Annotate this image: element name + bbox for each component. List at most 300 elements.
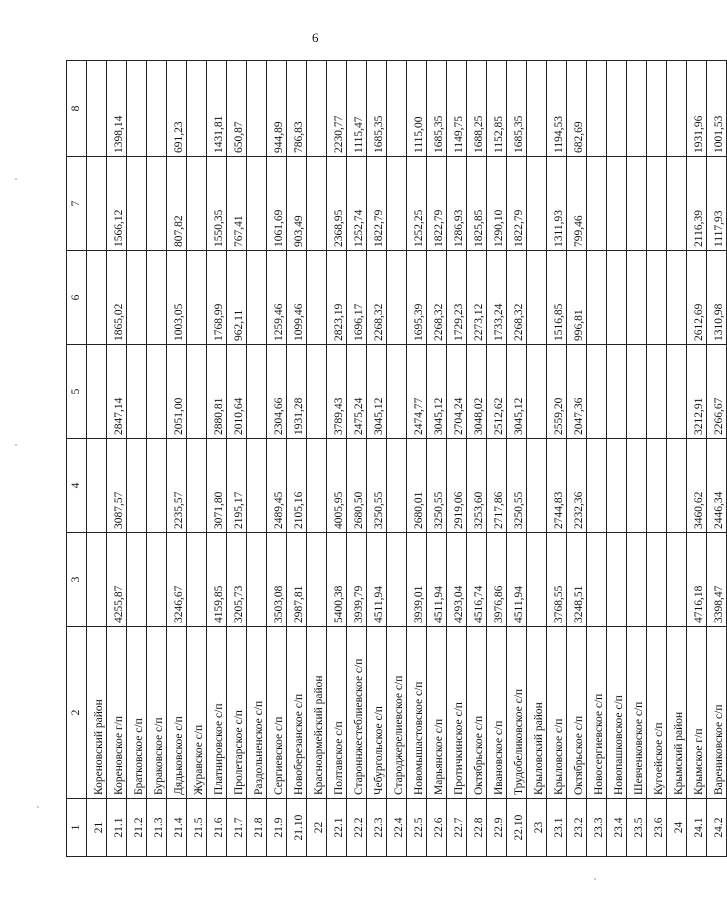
tariff-value xyxy=(187,439,207,533)
tariff-value xyxy=(647,157,667,251)
tariff-value: 4716,18 xyxy=(687,533,707,627)
tariff-value: 2512,62 xyxy=(487,345,507,439)
tariff-value xyxy=(607,345,627,439)
settlement-name: Дядьковское с/п xyxy=(167,627,187,799)
tariff-value: 3789,43 xyxy=(327,345,347,439)
row-code: 23 xyxy=(527,799,547,857)
tariff-value: 3048,02 xyxy=(467,345,487,439)
tariff-value xyxy=(307,61,327,157)
tariff-value xyxy=(187,533,207,627)
tariff-value xyxy=(307,157,327,251)
tariff-value xyxy=(127,439,147,533)
tariff-value: 1688,25 xyxy=(467,61,487,157)
tariff-value: 4255,87 xyxy=(107,533,127,627)
row-code: 22.9 xyxy=(487,799,507,857)
tariff-value: 996,81 xyxy=(567,251,587,345)
tariff-value: 2105,16 xyxy=(287,439,307,533)
tariff-value: 1825,85 xyxy=(467,157,487,251)
tariff-value: 4516,74 xyxy=(467,533,487,627)
row-code: 22 xyxy=(307,799,327,857)
table-row xyxy=(467,61,487,857)
column-header: 1 xyxy=(67,799,87,857)
tariff-value: 3045,12 xyxy=(367,345,387,439)
tariff-value xyxy=(87,345,107,439)
tariff-value: 2489,45 xyxy=(267,439,287,533)
tariff-value xyxy=(647,61,667,157)
settlement-name: Протичкинское с/п xyxy=(447,627,467,799)
table-row xyxy=(407,61,427,857)
tariff-value xyxy=(647,439,667,533)
tariff-value: 2230,77 xyxy=(327,61,347,157)
tariff-value xyxy=(527,61,547,157)
table-row xyxy=(327,61,347,857)
settlement-name: Пролетарское с/п xyxy=(227,627,247,799)
settlement-name: Новосергиевское с/п xyxy=(587,627,607,799)
tariff-value: 2717,86 xyxy=(487,439,507,533)
tariff-value xyxy=(387,439,407,533)
tariff-value: 4511,94 xyxy=(507,533,527,627)
tariff-value: 1516,85 xyxy=(547,251,567,345)
tariff-value xyxy=(187,61,207,157)
row-code: 21.3 xyxy=(147,799,167,857)
table-row xyxy=(687,61,707,857)
tariff-value: 1398,14 xyxy=(107,61,127,157)
tariff-value: 1685,35 xyxy=(427,61,447,157)
tariff-value: 1431,81 xyxy=(207,61,227,157)
tariff-value: 1768,99 xyxy=(207,251,227,345)
tariff-value: 1733,24 xyxy=(487,251,507,345)
table-row xyxy=(147,61,167,857)
tariff-value: 1566,12 xyxy=(107,157,127,251)
scan-speck xyxy=(15,178,17,180)
settlement-name: Красноармейский район xyxy=(307,627,327,799)
table-rotator xyxy=(66,61,725,857)
table-row xyxy=(207,61,227,857)
tariff-value: 944,89 xyxy=(267,61,287,157)
row-code: 22.6 xyxy=(427,799,447,857)
settlement-name: Староннжестеблиевское с/п xyxy=(347,627,367,799)
settlement-name: Новопашковское с/п xyxy=(607,627,627,799)
tariff-value xyxy=(147,345,167,439)
tariff-value: 3460,62 xyxy=(687,439,707,533)
tariff-value: 2880,81 xyxy=(207,345,227,439)
tariff-value xyxy=(87,251,107,345)
tariff-value xyxy=(127,157,147,251)
tariff-value xyxy=(527,533,547,627)
table-row xyxy=(627,61,647,857)
tariff-value xyxy=(387,157,407,251)
tariff-value xyxy=(527,251,547,345)
table-row xyxy=(487,61,507,857)
row-code: 21.2 xyxy=(127,799,147,857)
settlement-name: Крымский район xyxy=(667,627,687,799)
tariff-value: 1310,98 xyxy=(707,251,727,345)
tariff-value: 1865,02 xyxy=(107,251,127,345)
settlement-name: Староджерелиевское с/п xyxy=(387,627,407,799)
settlement-name: Полтавское с/п xyxy=(327,627,347,799)
tariff-value: 2047,36 xyxy=(567,345,587,439)
tariff-value: 1729,23 xyxy=(447,251,467,345)
tariff-value: 1003,05 xyxy=(167,251,187,345)
tariff-value: 2268,32 xyxy=(507,251,527,345)
tariff-value xyxy=(387,61,407,157)
table-row xyxy=(287,61,307,857)
tariff-value xyxy=(307,251,327,345)
tariff-value: 650,87 xyxy=(227,61,247,157)
tariff-value xyxy=(307,533,327,627)
scan-speck xyxy=(37,806,39,808)
row-code: 21.8 xyxy=(247,799,267,857)
tariff-value xyxy=(87,157,107,251)
column-header: 6 xyxy=(67,251,87,345)
row-code: 23.1 xyxy=(547,799,567,857)
tariff-value xyxy=(627,533,647,627)
tariff-value: 2051,00 xyxy=(167,345,187,439)
tariff-table xyxy=(66,60,727,857)
row-code: 21.1 xyxy=(107,799,127,857)
tariff-value: 1696,17 xyxy=(347,251,367,345)
row-code: 22.4 xyxy=(387,799,407,857)
tariff-value xyxy=(587,439,607,533)
column-header: 7 xyxy=(67,157,87,251)
table-header-row xyxy=(67,61,87,857)
tariff-value: 1550,35 xyxy=(207,157,227,251)
row-code: 22.10 xyxy=(507,799,527,857)
settlement-name: Чебургольское с/п xyxy=(367,627,387,799)
tariff-value: 903,49 xyxy=(287,157,307,251)
tariff-value xyxy=(147,533,167,627)
settlement-name: Кугоейское с/п xyxy=(647,627,667,799)
tariff-value xyxy=(587,533,607,627)
tariff-value xyxy=(87,533,107,627)
settlement-name: Новомышастовское с/п xyxy=(407,627,427,799)
settlement-name: Ивановское с/п xyxy=(487,627,507,799)
tariff-value: 1311,93 xyxy=(547,157,567,251)
tariff-value: 2680,01 xyxy=(407,439,427,533)
row-code: 21.6 xyxy=(207,799,227,857)
tariff-value: 1194,53 xyxy=(547,61,567,157)
settlement-name: Платнировское с/п xyxy=(207,627,227,799)
table-row xyxy=(567,61,587,857)
tariff-value: 3939,01 xyxy=(407,533,427,627)
row-code: 22.2 xyxy=(347,799,367,857)
settlement-name: Марьянское с/п xyxy=(427,627,447,799)
tariff-value: 1931,28 xyxy=(287,345,307,439)
settlement-name: Кореновское г/п xyxy=(107,627,127,799)
tariff-value xyxy=(307,439,327,533)
table-row xyxy=(547,61,567,857)
tariff-value xyxy=(87,61,107,157)
table-row xyxy=(167,61,187,857)
tariff-value: 682,69 xyxy=(567,61,587,157)
tariff-value xyxy=(247,345,267,439)
tariff-value: 1252,25 xyxy=(407,157,427,251)
tariff-value: 4293,04 xyxy=(447,533,467,627)
rotated-table-container xyxy=(66,61,725,857)
row-code: 22.3 xyxy=(367,799,387,857)
tariff-value xyxy=(187,345,207,439)
row-code: 21.9 xyxy=(267,799,287,857)
tariff-value xyxy=(387,251,407,345)
row-code: 22.7 xyxy=(447,799,467,857)
tariff-value xyxy=(247,533,267,627)
table-row xyxy=(707,61,727,857)
tariff-value: 2847,14 xyxy=(107,345,127,439)
tariff-value xyxy=(127,251,147,345)
tariff-value: 1685,35 xyxy=(507,61,527,157)
tariff-value: 2704,24 xyxy=(447,345,467,439)
table-row xyxy=(247,61,267,857)
tariff-value: 1001,53 xyxy=(707,61,727,157)
tariff-value: 2116,39 xyxy=(687,157,707,251)
tariff-value: 2010,64 xyxy=(227,345,247,439)
tariff-value xyxy=(667,157,687,251)
tariff-value xyxy=(627,345,647,439)
tariff-value: 767,41 xyxy=(227,157,247,251)
settlement-name: Шевченковское с/п xyxy=(627,627,647,799)
tariff-value xyxy=(247,61,267,157)
settlement-name: Крыловский район xyxy=(527,627,547,799)
row-code: 22.8 xyxy=(467,799,487,857)
tariff-value: 1695,39 xyxy=(407,251,427,345)
tariff-value: 2195,17 xyxy=(227,439,247,533)
tariff-value: 2823,19 xyxy=(327,251,347,345)
tariff-value: 3045,12 xyxy=(427,345,447,439)
row-code: 23.6 xyxy=(647,799,667,857)
table-row xyxy=(187,61,207,857)
row-code: 21.10 xyxy=(287,799,307,857)
table-row xyxy=(367,61,387,857)
tariff-value xyxy=(247,251,267,345)
tariff-value: 2273,12 xyxy=(467,251,487,345)
settlement-name: Новоберезанское с/п xyxy=(287,627,307,799)
tariff-value xyxy=(667,439,687,533)
row-code: 23.2 xyxy=(567,799,587,857)
table-row xyxy=(87,61,107,857)
tariff-value xyxy=(127,61,147,157)
tariff-value xyxy=(147,251,167,345)
tariff-value xyxy=(647,345,667,439)
tariff-value: 3045,12 xyxy=(507,345,527,439)
tariff-value: 2474,77 xyxy=(407,345,427,439)
tariff-value xyxy=(247,439,267,533)
settlement-name: Варениковское с/п xyxy=(707,627,727,799)
row-code: 21.5 xyxy=(187,799,207,857)
tariff-value: 3250,55 xyxy=(427,439,447,533)
tariff-value xyxy=(127,533,147,627)
tariff-value xyxy=(187,157,207,251)
tariff-value xyxy=(647,251,667,345)
page-number: 6 xyxy=(312,30,319,45)
tariff-value xyxy=(527,439,547,533)
settlement-name: Бураковское с/п xyxy=(147,627,167,799)
tariff-value: 3253,60 xyxy=(467,439,487,533)
tariff-value xyxy=(387,533,407,627)
tariff-value: 1117,93 xyxy=(707,157,727,251)
settlement-name: Октябрьское с/п xyxy=(567,627,587,799)
tariff-value: 1822,79 xyxy=(427,157,447,251)
table-row xyxy=(127,61,147,857)
tariff-value: 1061,69 xyxy=(267,157,287,251)
row-code: 21.4 xyxy=(167,799,187,857)
tariff-value: 1259,46 xyxy=(267,251,287,345)
tariff-value xyxy=(387,345,407,439)
tariff-value: 2232,36 xyxy=(567,439,587,533)
column-header: 5 xyxy=(67,345,87,439)
tariff-value xyxy=(587,251,607,345)
settlement-name: Крымское г/п xyxy=(687,627,707,799)
scan-speck xyxy=(15,444,17,446)
table-row xyxy=(427,61,447,857)
tariff-value xyxy=(627,61,647,157)
settlement-name: Октябрьское с/п xyxy=(467,627,487,799)
tariff-value xyxy=(667,251,687,345)
tariff-value: 3503,08 xyxy=(267,533,287,627)
tariff-value: 4511,94 xyxy=(367,533,387,627)
row-code: 22.1 xyxy=(327,799,347,857)
tariff-value: 3250,55 xyxy=(367,439,387,533)
table-row xyxy=(387,61,407,857)
tariff-value xyxy=(247,157,267,251)
tariff-value: 3250,55 xyxy=(507,439,527,533)
tariff-value: 2268,32 xyxy=(367,251,387,345)
tariff-value xyxy=(587,61,607,157)
tariff-value: 4511,94 xyxy=(427,533,447,627)
tariff-value: 807,82 xyxy=(167,157,187,251)
tariff-value: 691,23 xyxy=(167,61,187,157)
tariff-value: 2987,81 xyxy=(287,533,307,627)
table-row xyxy=(227,61,247,857)
tariff-value: 1115,47 xyxy=(347,61,367,157)
table-row xyxy=(527,61,547,857)
tariff-value xyxy=(527,345,547,439)
tariff-value xyxy=(667,345,687,439)
tariff-value: 2304,66 xyxy=(267,345,287,439)
tariff-value: 1931,96 xyxy=(687,61,707,157)
table-row xyxy=(447,61,467,857)
tariff-value xyxy=(147,61,167,157)
tariff-value: 786,83 xyxy=(287,61,307,157)
tariff-value: 3071,80 xyxy=(207,439,227,533)
settlement-name: Крыловское с/п xyxy=(547,627,567,799)
tariff-value: 2680,50 xyxy=(347,439,367,533)
tariff-value xyxy=(627,251,647,345)
tariff-value: 1822,79 xyxy=(367,157,387,251)
tariff-value: 2919,06 xyxy=(447,439,467,533)
tariff-value: 2268,32 xyxy=(427,251,447,345)
tariff-value: 1099,46 xyxy=(287,251,307,345)
tariff-value xyxy=(587,345,607,439)
table-row xyxy=(667,61,687,857)
tariff-value xyxy=(527,157,547,251)
settlement-name: Кореновский район xyxy=(87,627,107,799)
tariff-value xyxy=(607,61,627,157)
tariff-value: 3087,57 xyxy=(107,439,127,533)
settlement-name: Раздольненское с/п xyxy=(247,627,267,799)
tariff-value: 3205,73 xyxy=(227,533,247,627)
tariff-value: 2266,67 xyxy=(707,345,727,439)
table-body xyxy=(67,61,727,857)
tariff-value xyxy=(607,251,627,345)
tariff-value: 5400,38 xyxy=(327,533,347,627)
row-code: 22.5 xyxy=(407,799,427,857)
column-header: 3 xyxy=(67,533,87,627)
tariff-value xyxy=(87,439,107,533)
table-row xyxy=(107,61,127,857)
tariff-value: 1252,74 xyxy=(347,157,367,251)
settlement-name: Журавское с/п xyxy=(187,627,207,799)
tariff-value: 3248,51 xyxy=(567,533,587,627)
row-code: 21 xyxy=(87,799,107,857)
tariff-value: 1149,75 xyxy=(447,61,467,157)
tariff-value: 1115,00 xyxy=(407,61,427,157)
tariff-value: 3212,91 xyxy=(687,345,707,439)
tariff-value xyxy=(607,157,627,251)
column-header: 8 xyxy=(67,61,87,157)
row-code: 24 xyxy=(667,799,687,857)
tariff-value xyxy=(667,61,687,157)
settlement-name: Сергиевское с/п xyxy=(267,627,287,799)
tariff-value: 1822,79 xyxy=(507,157,527,251)
tariff-value xyxy=(307,345,327,439)
table-row xyxy=(647,61,667,857)
settlement-name: Трудобеликовское с/п xyxy=(507,627,527,799)
column-header: 2 xyxy=(67,627,87,799)
tariff-value: 3768,55 xyxy=(547,533,567,627)
row-code: 23.4 xyxy=(607,799,627,857)
tariff-value xyxy=(647,533,667,627)
tariff-value xyxy=(627,439,647,533)
settlement-name: Братковское с/п xyxy=(127,627,147,799)
tariff-value: 3246,67 xyxy=(167,533,187,627)
table-row xyxy=(587,61,607,857)
tariff-value xyxy=(187,251,207,345)
tariff-value: 799,46 xyxy=(567,157,587,251)
column-header: 4 xyxy=(67,439,87,533)
tariff-value: 2235,57 xyxy=(167,439,187,533)
tariff-value: 2475,24 xyxy=(347,345,367,439)
tariff-value xyxy=(127,345,147,439)
scan-speck xyxy=(594,878,596,880)
tariff-value: 2446,34 xyxy=(707,439,727,533)
tariff-value xyxy=(587,157,607,251)
tariff-value: 1290,10 xyxy=(487,157,507,251)
tariff-value xyxy=(627,157,647,251)
tariff-value: 3398,47 xyxy=(707,533,727,627)
table-row xyxy=(347,61,367,857)
table-row xyxy=(607,61,627,857)
row-code: 24.2 xyxy=(707,799,727,857)
tariff-value: 1152,85 xyxy=(487,61,507,157)
tariff-value: 2368,95 xyxy=(327,157,347,251)
tariff-value: 2559,20 xyxy=(547,345,567,439)
tariff-value: 3976,86 xyxy=(487,533,507,627)
tariff-value: 4159,85 xyxy=(207,533,227,627)
tariff-value: 1286,93 xyxy=(447,157,467,251)
row-code: 23.3 xyxy=(587,799,607,857)
row-code: 24.1 xyxy=(687,799,707,857)
tariff-value: 962,11 xyxy=(227,251,247,345)
tariff-value: 1685,35 xyxy=(367,61,387,157)
tariff-value xyxy=(147,439,167,533)
tariff-value xyxy=(147,157,167,251)
tariff-value xyxy=(607,439,627,533)
tariff-value xyxy=(607,533,627,627)
table-row xyxy=(507,61,527,857)
table-row xyxy=(307,61,327,857)
tariff-value: 3939,79 xyxy=(347,533,367,627)
tariff-value: 2744,83 xyxy=(547,439,567,533)
